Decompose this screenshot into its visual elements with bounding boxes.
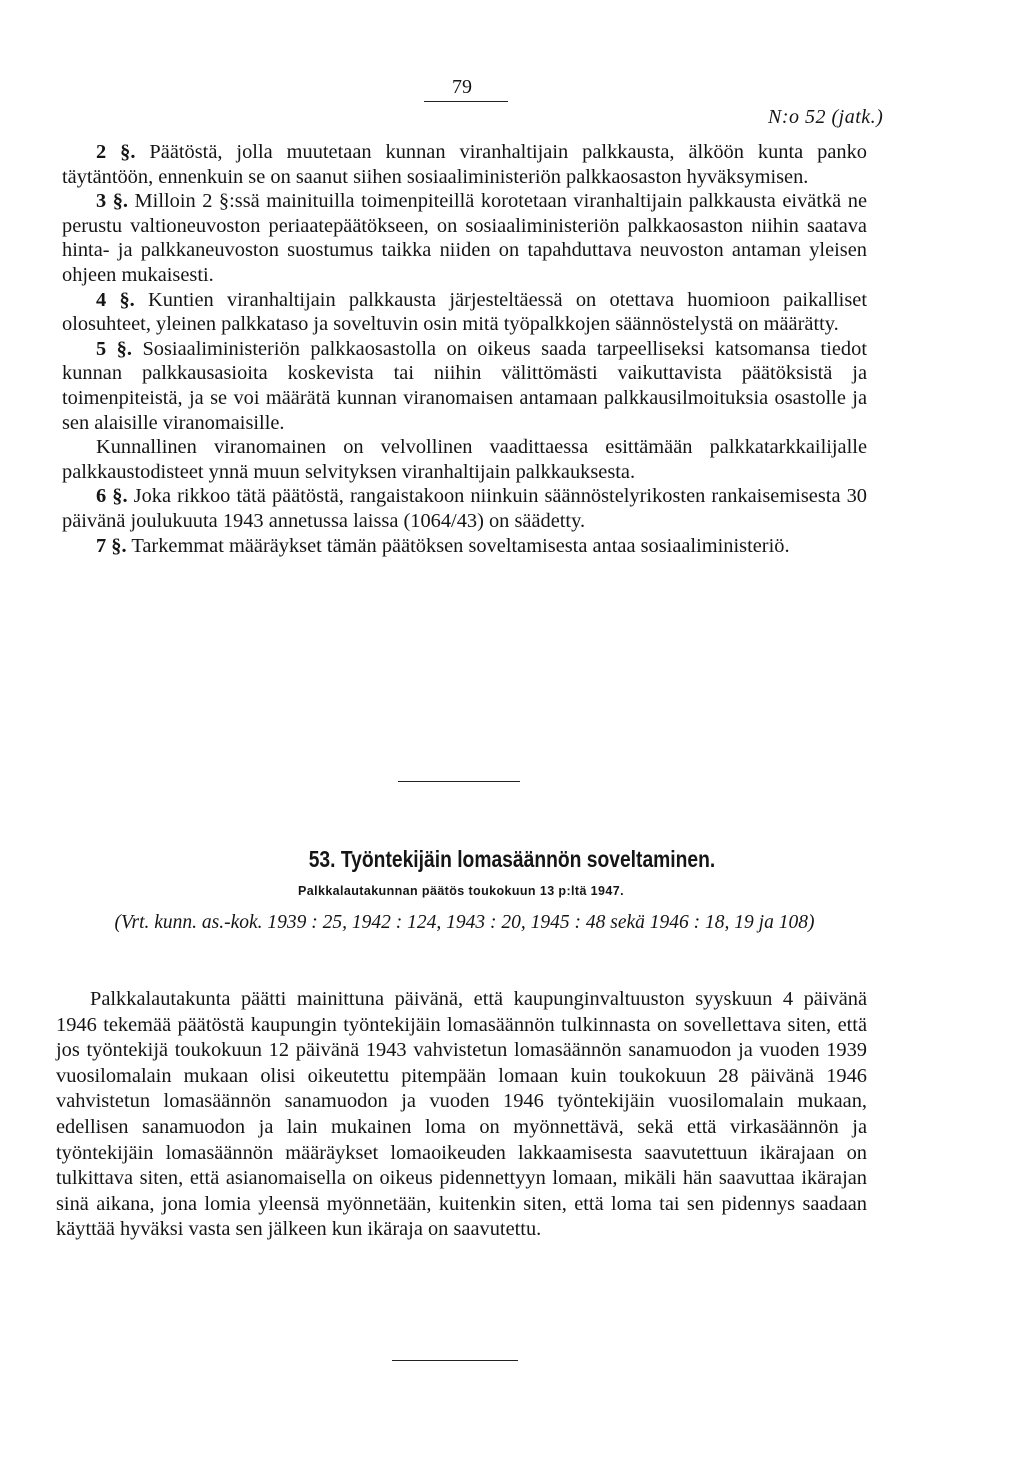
section-paragraph — [62, 337, 867, 435]
section-symbol: 6 §. — [96, 485, 128, 508]
running-head: N:o 52 (jatk.) — [768, 106, 884, 128]
decision-sections — [62, 140, 867, 558]
section-paragraph — [62, 484, 867, 533]
section-paragraph — [62, 189, 867, 287]
section-symbol: 3 §. — [96, 190, 129, 213]
section-text: Kuntien viranhaltijain palkkausta järjesteltäessä on otettava huomioon paikalliset olosuhteet, yleinen palkkataso ja soveltuvin osin mitä työpalkkojen säännöstelystä on määrätty. — [62, 288, 867, 336]
section-symbol: 7 §. — [96, 534, 127, 557]
section-text: Milloin 2 §:ssä mainituilla toimenpiteillä korotetaan viranhaltijain palkkausta eivätkä ne perustu valtioneuvoston periaatepäätökseen, on sosiaaliministeriön palkkaosaston niihin saatava hinta- ja palkkaneuvoston suostumus taikka niiden on tapahduttava neuvoston antaman yleisen ohjeen mukaisesti. — [62, 190, 867, 286]
section-symbol: 4 §. — [96, 288, 135, 311]
section-symbol: 2 §. — [96, 141, 136, 163]
section-paragraph — [62, 288, 867, 337]
reference-note: (Vrt. kunn. as.-kok. 1939 : 25, 1942 : 124, 1943 : 20, 1945 : 48 sekä 1946 : 18, 19 ja 108) — [114, 912, 815, 933]
end-rule — [392, 1360, 518, 1361]
decision-body — [56, 987, 867, 1243]
section-paragraph — [62, 435, 867, 484]
section-symbol: 5 §. — [96, 337, 132, 360]
separator-rule — [398, 781, 520, 782]
page-number-rule — [424, 101, 508, 102]
section-title: 53. Työntekijäin lomasäännön soveltaminen. — [308, 846, 716, 872]
page-number: 79 — [452, 76, 472, 98]
body-paragraph: Palkkalautakunta päätti mainittuna päivänä, että kaupunginvaltuuston syyskuun 4 päivänä 1946 tekemää päätöstä kaupungin työntekijäin lomasäännön tulkinnasta on sovellettava siten, että jos työntekijä toukokuun 12 päivänä 1943 vahvistetun lomasäännön sanamuodon ja vuoden 1939 vuosilomalain mukaan olisi oikeutettu pitempään lomaan kuin toukokuun 28 päivänä 1946 vahvistetun lomasäännön sanamuodon ja vuoden 1946 työntekijäin vuosilomalain mukaan, edellisen sanamuodon ja lain mukainen loma on myönnettävä, sekä että virkasäännön ja työntekijäin lomasäännön määräykset lomaoikeuden lakkaamisesta saavutettuun ikärajaan on tulkittava siten, että asianomaisella on oikeus pidennettyyn lomaan, mikäli hän saavuttaa ikärajan sinä aikana, jona lomia yleensä myönnetään, kuitenkin siten, että loma tai sen pidennys saadaan käyttää hyväksi vasta sen jälkeen kun ikäraja on saavutettu. — [56, 988, 867, 1241]
section-text: Joka rikkoo tätä päätöstä, rangaistakoon niinkuin säännöstelyrikosten rankaisemisesta 30 päivänä joulukuuta 1943 annetussa laissa (1064/43) on säädetty. — [62, 485, 867, 532]
section-paragraph — [62, 140, 867, 189]
section-text: Kunnallinen viranomainen on velvollinen vaadittaessa esittämään palkkatarkkailijalle palkkaustodisteet ynnä muun selvityksen viranhaltijain palkkauksesta. — [62, 436, 867, 483]
section-text: Päätöstä, jolla muutetaan kunnan viranhaltijain palkkausta, älköön kunta panko täytäntöön, ennenkuin se on saanut siihen sosiaaliministeriön palkkaosaston hyväksymisen. — [62, 141, 867, 188]
section-text: Tarkemmat määräykset tämän päätöksen soveltamisesta antaa sosiaaliministeriö. — [131, 534, 790, 557]
section-paragraph — [62, 534, 867, 559]
section-text: Sosiaaliministeriön palkkaosastolla on oikeus saada tarpeelliseksi katsomansa tiedot kunnan palkkausasioita koskevista tai niihin välittömästi vaikuttavista päätöksistä ja toimenpiteistä, ja se voi määrätä kunnan viranomaisen antamaan palkkausilmoituksia osastolle ja sen alaisille viranomaisille. — [62, 337, 867, 434]
section-subtitle: Palkkalautakunnan päätös toukokuun 13 p:ltä 1947. — [298, 884, 624, 898]
